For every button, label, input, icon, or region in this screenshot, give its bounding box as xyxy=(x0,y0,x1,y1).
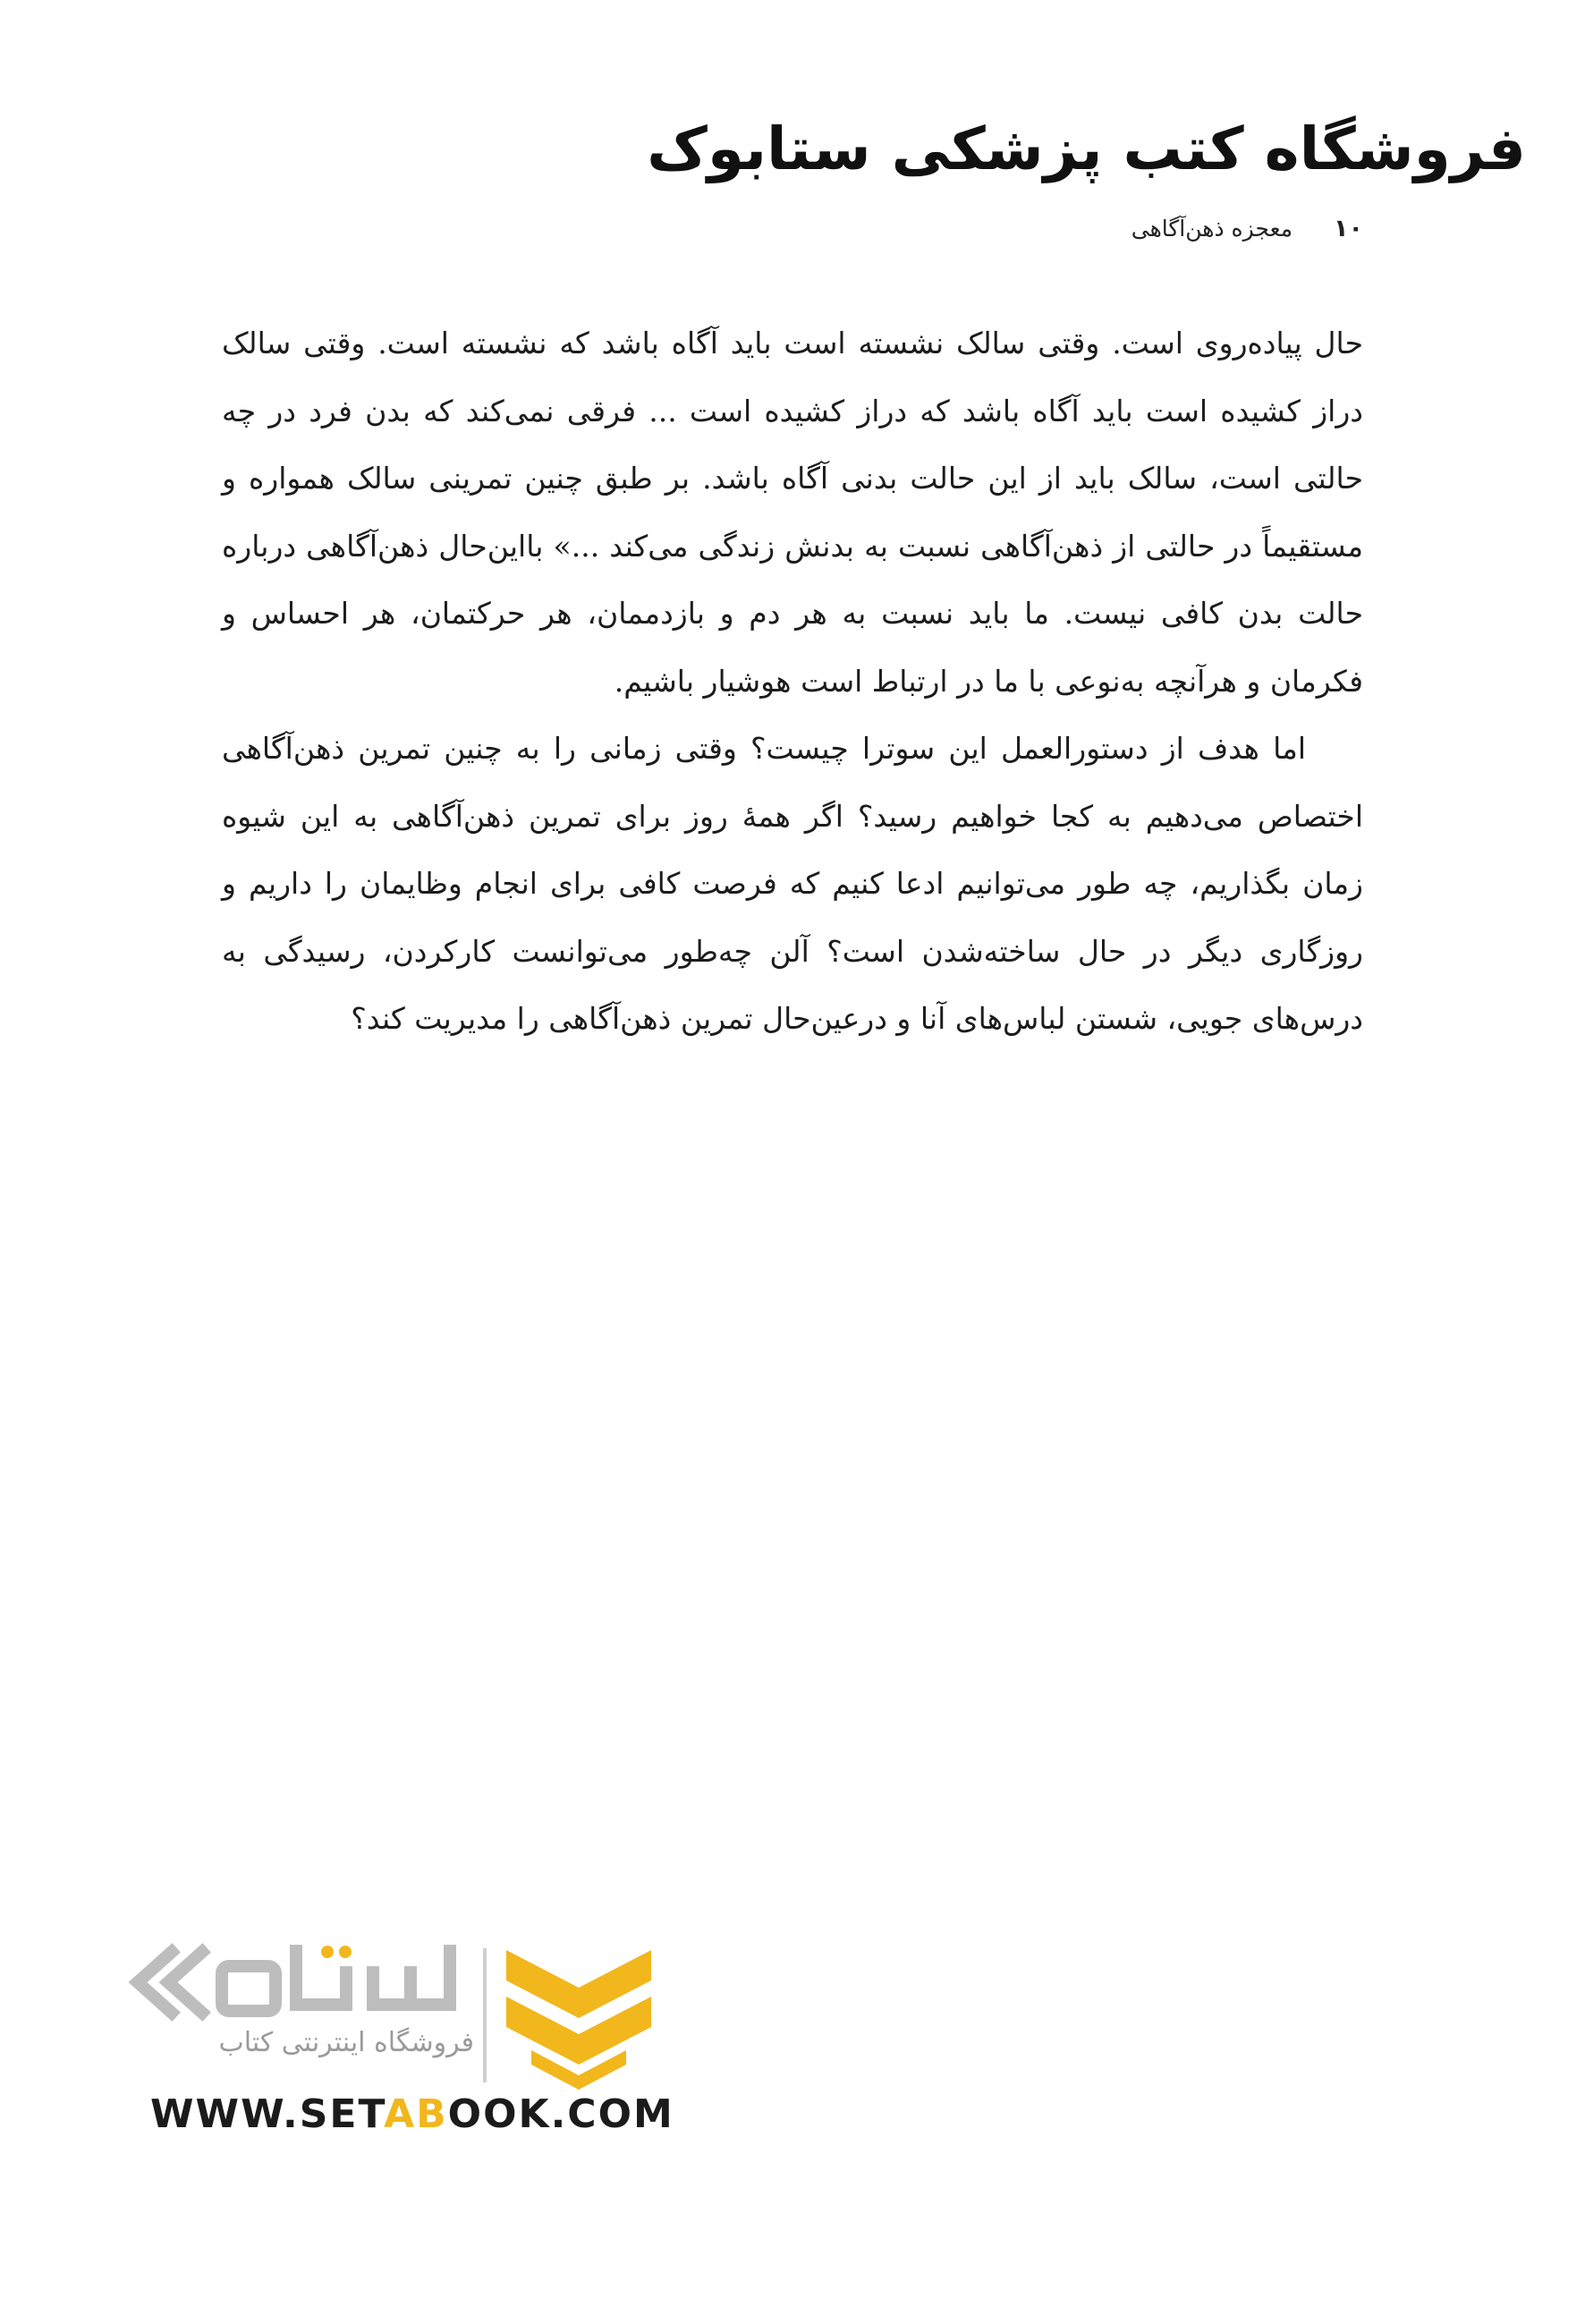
logo-tagline: فروشگاه اینترنتی کتاب xyxy=(218,2027,474,2058)
paragraph-2: اما هدف از دستورالعمل این سوترا چیست؟ وقتی زمانی را به چنین تمرین ذهن‌آگاهی اختصاص می‌دهیم به کجا خواهیم رسید؟ اگر همهٔ روز برای تمرین ذهن‌آگاهی به این شیوه زمان بگذاریم، چه طور می‌توانیم ادعا کنیم که فرصت کافی برای انجام وظایمان را داریم و روزگاری دیگر در حال ساخته‌شدن است؟ آلن چه‌طور می‌توانست کارکردن، رسیدگی به درس‌های جویی، شستن لباس‌های آنا و درعین‌حال تمرین ذهن‌آگاهی را مدیریت کند؟ xyxy=(222,731,1363,1036)
site-url-suffix: OOK.COM xyxy=(447,2091,674,2137)
paragraph-1: حال پیاده‌روی است. وقتی سالک نشسته است باید آگاه باشد که نشسته است. وقتی سالک دراز کشیده است باید آگاه باشد که دراز کشیده است ... فرقی نمی‌کند که بدن فرد در چه حالتی است، سالک باید از این حالت بدنی آگاه باشد. بر طبق چنین تمرینی سالک همواره و مستقیماً در حالتی از ذهن‌آگاهی نسبت به بدنش زندگی می‌کند ...» بااین‌حال ذهن‌آگاهی درباره حالت بدن کافی نیست. ما باید نسبت به هر دم و بازدممان، هر حرکتمان، هر احساس و فکرمان و هرآنچه به‌نوعی با ما در ارتباط است هوشیار باشیم. xyxy=(222,326,1363,699)
setabook-wordmark-graphic xyxy=(125,1930,474,2029)
logo-divider xyxy=(483,1948,487,2082)
page-number: ۱۰ xyxy=(1334,215,1363,242)
running-title: معجزه ذهن‌آگاهی xyxy=(1131,216,1293,242)
site-url-prefix: WWW.SET xyxy=(150,2091,385,2137)
running-head xyxy=(1132,215,1363,242)
store-watermark-title: فروشگاه کتب پزشکی ستابوک xyxy=(647,115,1526,183)
site-url xyxy=(150,2091,674,2137)
book-chevron-icon xyxy=(499,1941,658,2095)
logo-wordmark xyxy=(125,1930,474,2032)
body-text xyxy=(222,310,1363,1053)
site-url-accent: AB xyxy=(384,2091,448,2137)
